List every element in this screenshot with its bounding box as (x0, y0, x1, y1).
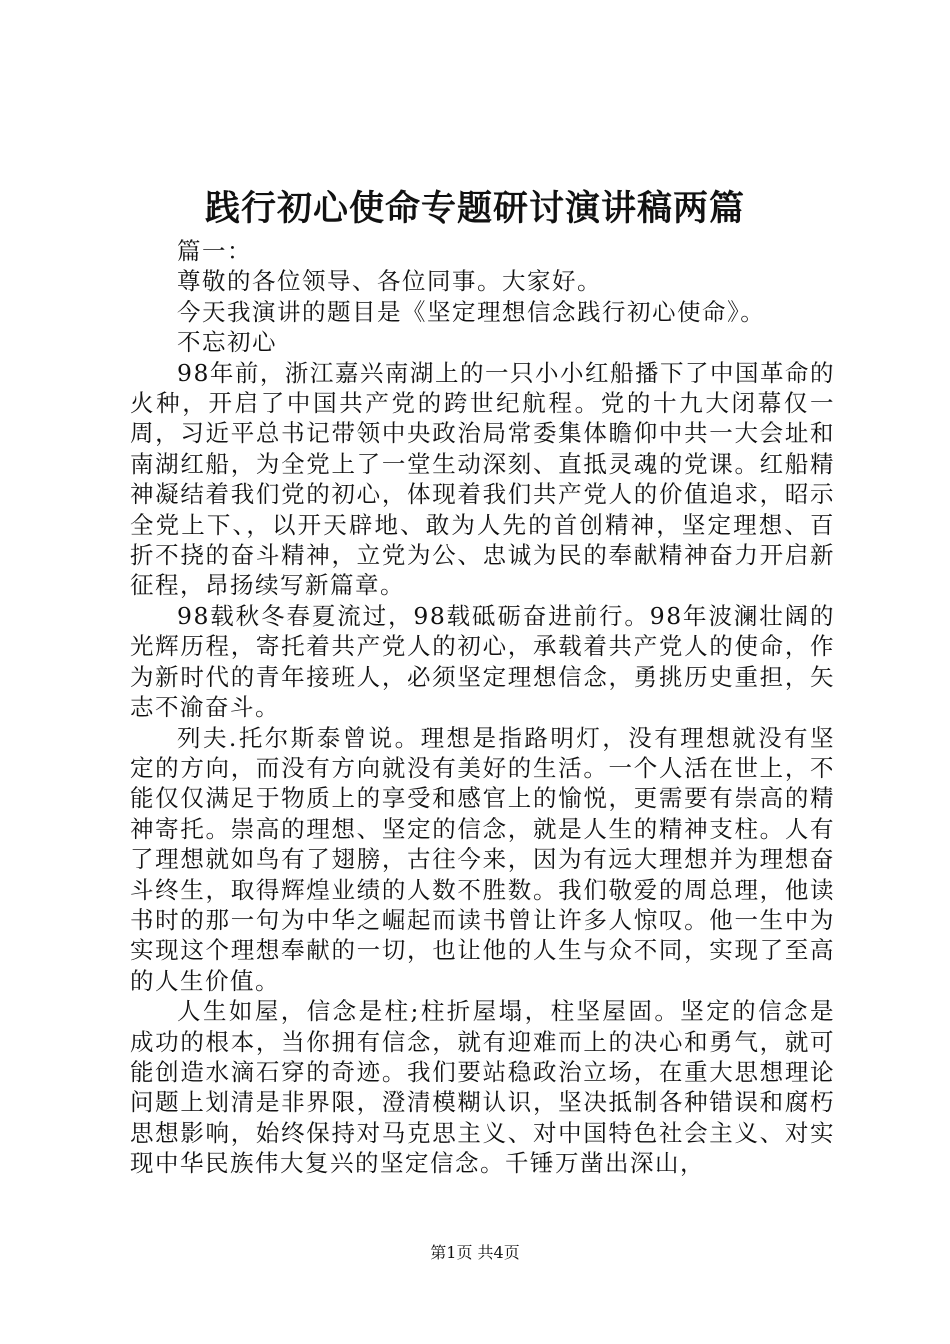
paragraph-greeting: 尊敬的各位领导、各位同事。大家好。 (177, 267, 602, 296)
paragraph-body: 98年前，浙江嘉兴南湖上的一只小小红船播下了中国革命的火种，开启了中国共产党的跨世纪航程。党的十九大闭幕仅一周，习近平总书记带领中央政治局常委集体瞻仰中共一大会址和南湖红船，为全党上了一堂生动深刻、直抵灵魂的党课。红船精神凝结着我们党的初心，体现着我们共产党人的价值追求，昭示全党上下、，以开天辟地、敢为人先的首创精神，坚定理想、百折不挠的奋斗精神，立党为公、忠诚为民的奉献精神奋力开启新征程，昂扬续写新篇章。 (130, 358, 835, 600)
paragraph-section-label: 篇一： (177, 237, 252, 265)
document-title: 践行初心使命专题研讨演讲稿两篇 (204, 188, 745, 229)
page-number-footer: 第1页 共4页 (430, 1243, 520, 1262)
paragraph-subheading: 不忘初心 (177, 328, 277, 357)
paragraph-topic: 今天我演讲的题目是《坚定理想信念践行初心使命》。 (177, 297, 766, 326)
paragraph-body: 人生如屋，信念是柱;柱折屋塌，柱坚屋固。坚定的信念是成功的根本，当你拥有信念，就有迎难而上的决心和勇气，就可能创造水滴石穿的奇迹。我们要站稳政治立场，在重大思想理论问题上划清是非界限，澄清模糊认识，坚决抵制各种错误和腐朽思想影响，始终保持对马克思主义、对中国特色社会主义、对实现中华民族伟大复兴的坚定信念。千锤万凿出深山， (130, 997, 835, 1178)
document-body (130, 236, 835, 1179)
paragraph-body: 列夫.托尔斯泰曾说。理想是指路明灯，没有理想就没有坚定的方向，而没有方向就没有美好的生活。一个人活在世上，不能仅仅满足于物质上的享受和感官上的愉悦，更需要有崇高的精神寄托。崇高的理想、坚定的信念，就是人生的精神支柱。人有了理想就如鸟有了翅膀，古往今来，因为有远大理想并为理想奋斗终生，取得辉煌业绩的人数不胜数。我们敬爱的周总理，他读书时的那一句为中华之崛起而读书曾让许多人惊叹。他一生中为实现这个理想奉献的一切，也让他的人生与众不同，实现了至高的人生价值。 (130, 723, 835, 995)
paragraph-body: 98载秋冬春夏流过，98载砥砺奋进前行。98年波澜壮阔的光辉历程，寄托着共产党人的初心，承载着共产党人的使命，作为新时代的青年接班人，必须坚定理想信念，勇挑历史重担，矢志不渝奋斗。 (130, 601, 835, 722)
